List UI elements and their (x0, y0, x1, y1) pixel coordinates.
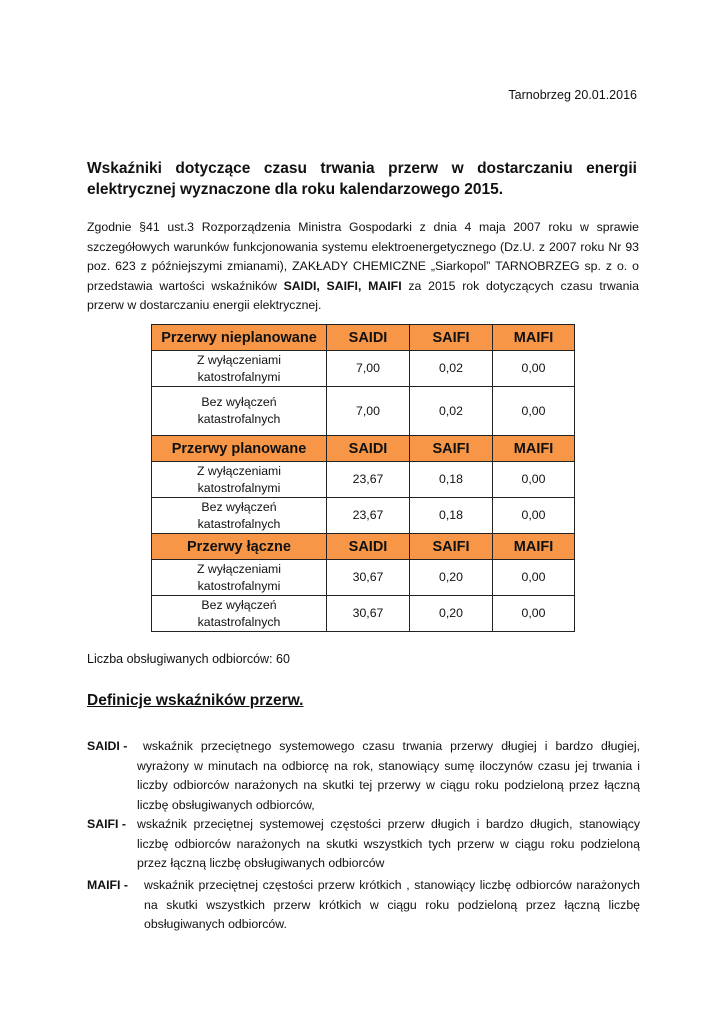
header-cell-maifi: MAIFI (493, 325, 575, 351)
row-label (152, 462, 327, 498)
definition-maifi (87, 876, 640, 935)
row-label-line1: Bez wyłączeń (201, 395, 277, 409)
table-row (152, 498, 575, 534)
saifi-value: 0,02 (410, 387, 493, 436)
row-label (152, 498, 327, 534)
row-label-line1: Bez wyłączeń (201, 597, 277, 612)
table-header-planned (152, 436, 575, 462)
row-label (152, 351, 327, 387)
intro-text-before: Zgodnie §41 ust.3 Rozporządzenia Ministra Gospodarki z dnia 4 maja 2007 roku w sprawie szczegółowych warunków funkcjonowania systemu elektroenergetycznego (Dz.U. z 2007 roku Nr 93 poz. 623 z późniejszymi zmianami), ZAKŁADY CHEMICZNE „Siarkopol” TARNOBRZEG sp. z o. o przedstawia wartości wskaźników (87, 220, 639, 293)
saifi-value: 0,18 (410, 462, 493, 498)
table-row (152, 462, 575, 498)
header-cell-category: Przerwy łączne (152, 534, 327, 560)
saidi-value: 30,67 (327, 560, 410, 596)
maifi-value: 0,00 (493, 462, 575, 498)
definition-key: MAIFI - (87, 878, 128, 892)
row-label (152, 560, 327, 596)
header-cell-saifi: SAIFI (410, 534, 493, 560)
header-cell-maifi: MAIFI (493, 534, 575, 560)
saifi-value: 0,18 (410, 498, 493, 534)
intro-text-after: za 2015 rok dotyczących czasu trwania przerw w dostarczaniu energii elektrycznej. (87, 278, 639, 312)
definition-text: wskaźnik przeciętnego systemowego czasu trwania przerwy długiej i bardzo długiej, wyrażony w minutach na odbiorcę na rok, stanowiący sumę iloczynów czasu jej trwania i liczby odbiorców narażonych na skutki tej przerwy w ciągu roku podzieloną przez łączną liczbę obsługiwanych odbiorców, (137, 739, 640, 812)
row-label-line2: katastrofalnych (197, 516, 281, 531)
table-row (152, 596, 575, 632)
table-row (152, 351, 575, 387)
saidi-value: 7,00 (327, 351, 410, 387)
definition-key: SAIDI - (87, 739, 128, 753)
indicators-table (151, 324, 575, 632)
row-label-line1: Z wyłączeniami (196, 352, 282, 367)
saidi-value: 23,67 (327, 498, 410, 534)
header-cell-saifi: SAIFI (410, 325, 493, 351)
row-label-line1: Z wyłączeniami (196, 561, 282, 576)
maifi-value: 0,00 (493, 498, 575, 534)
row-label-line2: katastrofalnych (197, 614, 281, 629)
row-label (152, 596, 327, 632)
row-label (152, 387, 327, 436)
document-title: Wskaźniki dotyczące czasu trwania przerw w dostarczaniu energii elektrycznej wyznaczone dla roku kalendarzowego 2015. (87, 160, 637, 198)
maifi-value: 0,00 (493, 560, 575, 596)
table-header-unplanned (152, 325, 575, 351)
header-cell-category: Przerwy planowane (152, 436, 327, 462)
saidi-value: 23,67 (327, 462, 410, 498)
saifi-value: 0,02 (410, 351, 493, 387)
header-cell-maifi: MAIFI (493, 436, 575, 462)
row-label-line1: Z wyłączeniami (196, 463, 282, 478)
row-label-line2: katastrofalnych (197, 412, 281, 426)
customer-count: Liczba obsługiwanych odbiorców: 60 (87, 652, 290, 666)
table-row (152, 387, 575, 436)
definition-key: SAIFI - (87, 817, 126, 831)
saifi-value: 0,20 (410, 596, 493, 632)
row-label-line2: katostrofalnymi (197, 369, 281, 384)
definition-text: wskaźnik przeciętnej częstości przerw krótkich , stanowiący liczbę odbiorców narażonych na skutki wszystkich przerw krótkich w ciągu roku podzieloną przez łączną liczbę obsługiwanych odbiorców. (144, 878, 640, 931)
definitions-title: Definicje wskaźników przerw. (87, 692, 304, 709)
header-cell-saidi: SAIDI (327, 325, 410, 351)
row-label-line1: Bez wyłączeń (201, 499, 277, 514)
header-cell-saifi: SAIFI (410, 436, 493, 462)
table-row (152, 560, 575, 596)
maifi-value: 0,00 (493, 387, 575, 436)
definition-text: wskaźnik przeciętnej systemowej częstości przerw długich i bardzo długich, stanowiący liczbę odbiorców narażonych na skutki wszystkich tych przerw w ciągu roku podzieloną przez łączną liczbę obsługiwanych odbiorców (137, 817, 640, 870)
maifi-value: 0,00 (493, 351, 575, 387)
intro-paragraph (87, 218, 639, 316)
saidi-value: 7,00 (327, 387, 410, 436)
maifi-value: 0,00 (493, 596, 575, 632)
header-cell-saidi: SAIDI (327, 436, 410, 462)
row-label-line2: katostrofalnymi (197, 578, 281, 593)
intro-indicators-bold: SAIDI, SAIFI, MAIFI (283, 278, 402, 293)
saidi-value: 30,67 (327, 596, 410, 632)
definition-saidi (87, 737, 640, 815)
saifi-value: 0,20 (410, 560, 493, 596)
header-cell-category: Przerwy nieplanowane (152, 325, 327, 351)
header-cell-saidi: SAIDI (327, 534, 410, 560)
row-label-line2: katostrofalnymi (197, 480, 281, 495)
definition-saifi (87, 815, 640, 874)
place-date: Tarnobrzeg 20.01.2016 (508, 88, 637, 102)
table-header-total (152, 534, 575, 560)
